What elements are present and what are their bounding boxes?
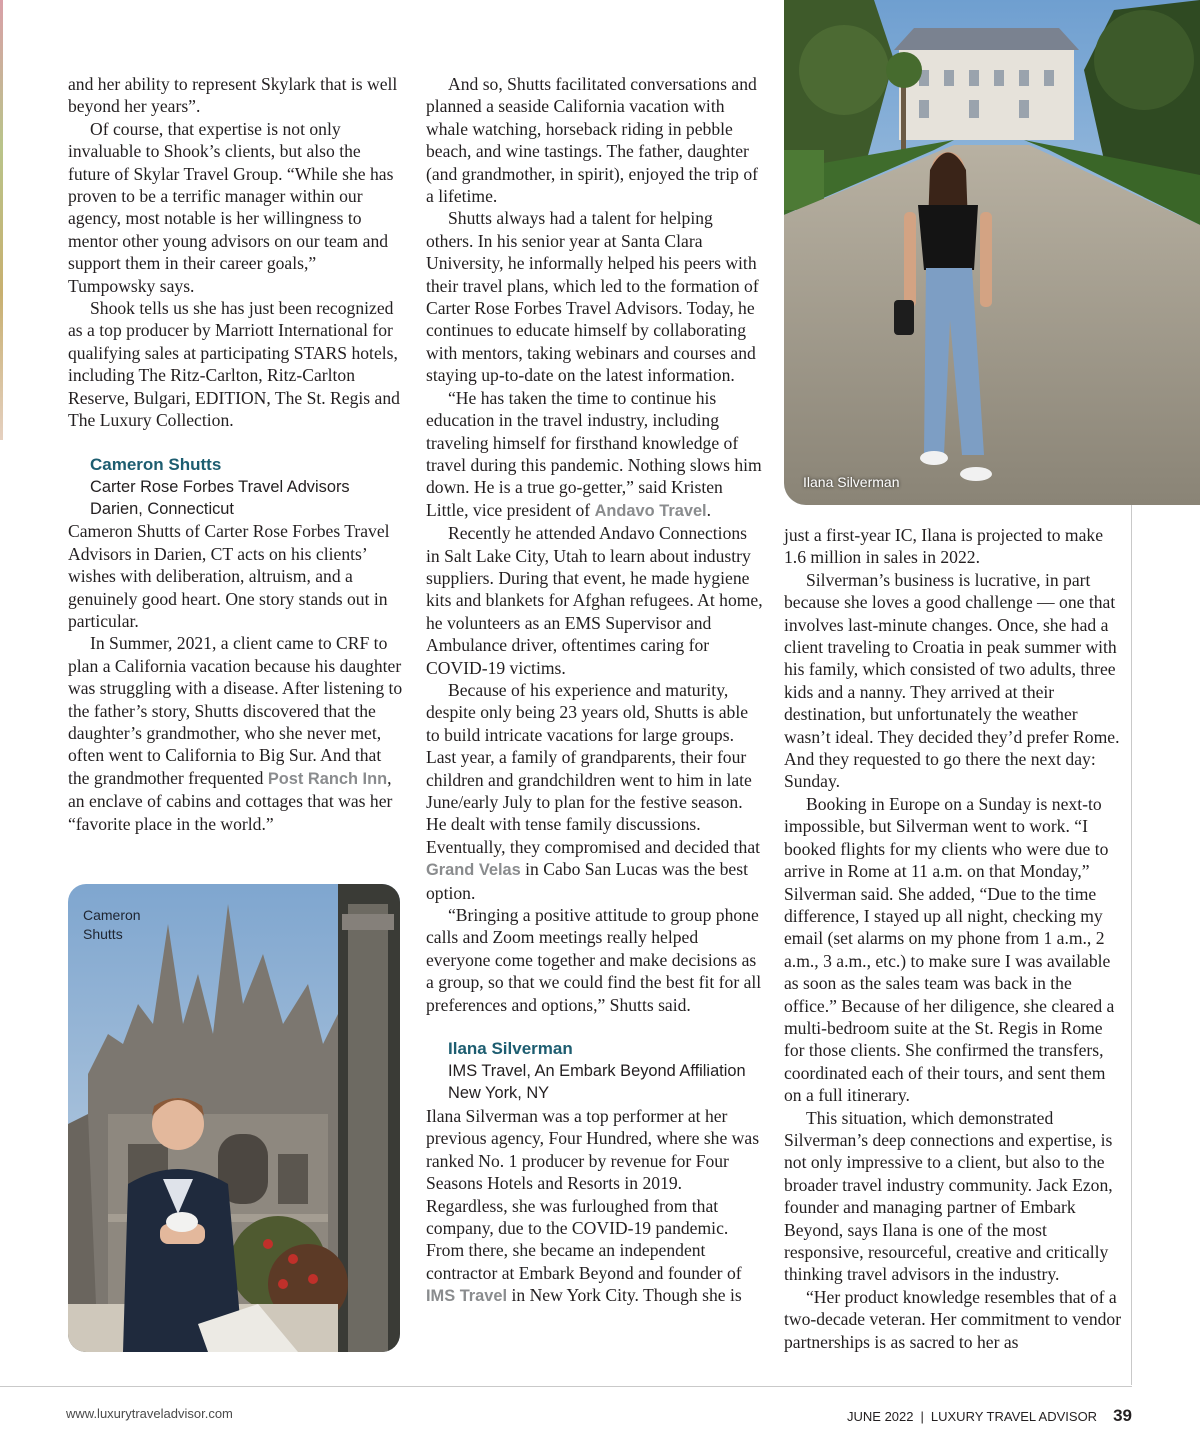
ims-travel-link[interactable]: IMS Travel xyxy=(426,1287,508,1306)
cameron-shutts-photo xyxy=(68,884,400,1352)
profile-agency: IMS Travel, An Embark Beyond Affiliation xyxy=(448,1062,746,1081)
paragraph: Shook tells us she has just been recognized as a top producer by Marriott International for qualifying sales at participating STARS hotels, including The Ritz-Carlton, Ritz-Carlton Reserve, Bulgari, EDITION, The St. Regis and The Luxury Collection. xyxy=(68,298,400,431)
paragraph: just a first-year IC, Ilana is projected to make 1.6 million in sales in 2022. xyxy=(784,525,1104,568)
profile-name-heading: Cameron Shutts xyxy=(90,454,222,474)
paragraph: Of course, that expertise is not only invaluable to Shook’s clients, but also the future of Skylar Travel Group. “While she has proven to be a terrific manager within our agency, most notable is her willingness to mentor other young advisors on our team and support them in their career goals,” Tumpowsky says. xyxy=(68,118,394,296)
paragraph: Recently he attended Andavo Connections in Salt Lake City, Utah to learn about industry suppliers. During that event, he made hygiene kits and blankets for Afghan refugees. At home, he volunteers as an EMS Supervisor and Ambulance driver, oftentimes caring for COVID-19 victims. xyxy=(426,523,763,678)
paragraph: This situation, which demonstrated Silverman’s deep connections and expertise, is not only impressive to a client, but also to the broader travel industry community. Jack Ezon, founder and managing partner of Embark Beyond, says Ilana is one of the most responsive, resourceful, creative and critically thinking travel advisors in the industry. xyxy=(784,1107,1113,1285)
footer-folio xyxy=(847,1406,1132,1426)
paragraph: Because of his experience and maturity, despite only being 23 years old, Shutts is able to build intricate vacations for large groups. Last year, a family of grandparents, their four children and grandchildren went to him in late June/early July to plan for the festive season. He dealt with tense family discussions. Eventually, they compromised and decided that Grand Velas in Cabo San Lucas was the best option. xyxy=(426,679,761,903)
profile-name-heading: Ilana Silverman xyxy=(448,1039,573,1059)
ilana-silverman-photo xyxy=(784,0,1200,505)
footer-website-url[interactable]: www.luxurytraveladvisor.com xyxy=(66,1406,233,1421)
article-column-1 xyxy=(68,73,406,835)
footer-divider xyxy=(0,1386,1132,1387)
paragraph: Silverman’s business is lucrative, in part because she loves a good challenge — one that involves last-minute changes. Once, she had a client traveling to Croatia in peak summer with his family, which consisted of two adults, three kids and a nanny. They arrived at their destination, but unfortunately the weather wasn’t ideal. They decided they’d prefer Rome. And they requested to go there the next day: Sunday. xyxy=(784,569,1120,792)
paragraph: “Bringing a positive attitude to group phone calls and Zoom meetings really helped everyone come together and make decisions as a group, so that we could find the best fit for all preferences and options,” Shutts said. xyxy=(426,905,762,1015)
article-column-3 xyxy=(784,524,1124,1353)
profile-location: New York, NY xyxy=(448,1084,550,1103)
paragraph: Ilana Silverman was a top performer at her previous agency, Four Hundred, where she was ranked No. 1 producer by revenue for Four Seasons Hotels and Resorts in 2019. Regardless, she was furloughed from that company, due to the COVID-19 pandemic. From there, she became an independent contractor at Embark Beyond and founder of IMS Travel in New York City. Though she is xyxy=(426,1105,760,1306)
photo-caption: Cameron Shutts xyxy=(83,907,141,942)
paragraph: Cameron Shutts of Carter Rose Forbes Travel Advisors in Darien, CT acts on his clients’ wishes with deliberation, altruism, and a genuinely good heart. One story stands out in particular. xyxy=(68,521,390,631)
footer-publication-name: LUXURY TRAVEL ADVISOR xyxy=(930,1409,1098,1424)
grand-velas-link[interactable]: Grand Velas xyxy=(426,861,521,880)
paragraph: Booking in Europe on a Sunday is next-to impossible, but Silverman went to work. “I booked flights for my clients who were due to arrive in Rome at 11 a.m. on that Monday,” Silverman said. She added, “Due to the time difference, I stayed up all night, checking my email (set alarms on my phone from 1 a.m., 2 a.m., 3 a.m., etc.) to make sure I was available as soon as the sales team was back in the office.” Because of her diligence, she cleared a multi-bedroom suite at the St. Regis in Rome for those clients. She confirmed the transfers, coordinated each of their tours, and sent them on a full itinerary. xyxy=(784,793,1115,1106)
article-column-2 xyxy=(426,73,764,1308)
paragraph: and her ability to represent Skylark that is well beyond her years”. xyxy=(68,74,398,117)
profile-agency: Carter Rose Forbes Travel Advisors xyxy=(90,477,350,496)
adjacent-page-edge xyxy=(0,0,3,440)
andavo-travel-link[interactable]: Andavo Travel xyxy=(594,501,707,520)
photo-caption: Ilana Silverman xyxy=(803,474,900,490)
paragraph: “He has taken the time to continue his education in the travel industry, including traveling himself for firsthand knowledge of travel during this pandemic. Nothing slows him down. He is a true go-getter,” said Kristen Little, vice president of Andavo Travel. xyxy=(426,387,762,520)
footer-separator: | xyxy=(920,1409,924,1424)
palace-scene-image xyxy=(68,884,400,1352)
paragraph: Shutts always had a talent for helping others. In his senior year at Santa Clara University, he informally helped his peers with their travel plans, which led to the formation of Carter Rose Forbes Travel Advisors. Today, he continues to educate himself by collaborating with mentors, taking webinars and courses and staying up-to-date on the latest information. xyxy=(426,208,759,386)
column-divider xyxy=(1131,505,1132,1385)
footer-issue-date: JUNE 2022 xyxy=(847,1409,914,1424)
page-number: 39 xyxy=(1113,1406,1132,1425)
profile-location: Darien, Connecticut xyxy=(90,499,234,518)
post-ranch-inn-link[interactable]: Post Ranch Inn xyxy=(267,769,388,788)
paragraph: And so, Shutts facilitated conversations and planned a seaside California vacation with whale watching, horseback riding in pebble beach, and wine tastings. The father, daughter (and grandmother, in spirit), enjoyed the trip of a lifetime. xyxy=(426,74,759,207)
paragraph: In Summer, 2021, a client came to CRF to plan a California vacation because his daughter was struggling with a disease. After listening to the father’s story, Shutts discovered that the daughter’s grandmother, who she never met, often went to California to Big Sur. And that the grandmother frequented Post Ranch Inn, an enclave of cabins and cottages that was her “favorite place in the world.” xyxy=(68,633,403,834)
paragraph: “Her product knowledge resembles that of a two-decade veteran. Her commitment to vendor partnerships is as sacred to her as xyxy=(784,1286,1122,1352)
estate-driveway-image xyxy=(784,0,1200,505)
